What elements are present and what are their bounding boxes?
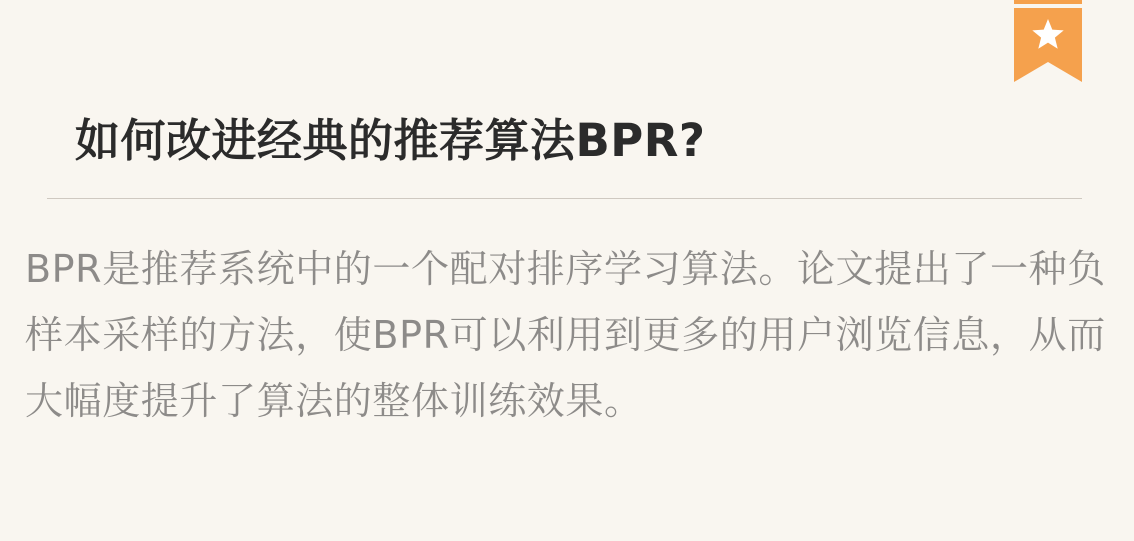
article-title: 如何改进经典的推荐算法BPR? [75,114,706,167]
title-divider [47,198,1082,199]
bookmark-ribbon[interactable] [1014,0,1082,82]
bookmark-icon [1014,0,1082,82]
article-summary: BPR是推荐系统中的一个配对排序学习算法。论文提出了一种负样本采样的方法，使BPR可以利用到更多的用户浏览信息，从而大幅度提升了算法的整体训练效果。 [25,247,1106,423]
